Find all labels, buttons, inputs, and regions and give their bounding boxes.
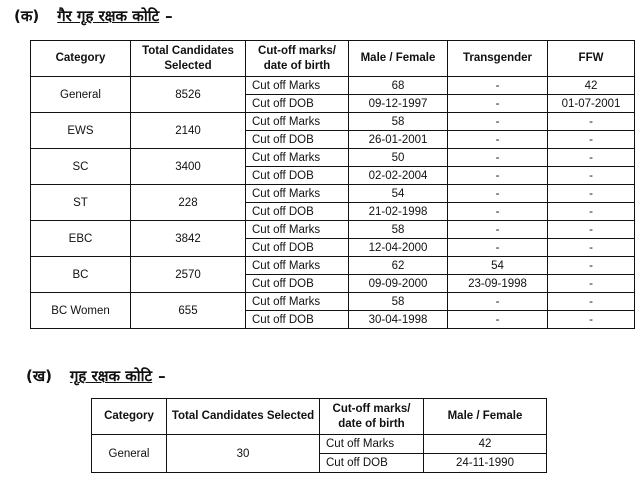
ffw-cell: - xyxy=(548,239,635,257)
total-selected-cell: 228 xyxy=(131,185,246,221)
category-cell: EBC xyxy=(31,221,131,257)
cutoff-type-cell: Cut off DOB xyxy=(246,203,349,221)
transgender-cell: - xyxy=(448,167,548,185)
cutoff-type-cell: Cut off Marks xyxy=(246,149,349,167)
category-cell: General xyxy=(92,435,167,473)
category-cell: ST xyxy=(31,185,131,221)
clipped-previous-text xyxy=(0,0,640,3)
section-b-title: गृह रक्षक कोटि xyxy=(69,367,153,385)
transgender-cell: 23-09-1998 xyxy=(448,275,548,293)
header-category: Category xyxy=(92,399,167,435)
cutoff-type-cell: Cut off Marks xyxy=(246,293,349,311)
transgender-cell: - xyxy=(448,77,548,95)
total-selected-cell: 3842 xyxy=(131,221,246,257)
section-b-heading xyxy=(26,366,166,386)
cutoff-type-cell: Cut off DOB xyxy=(320,454,424,473)
transgender-cell: - xyxy=(448,185,548,203)
total-selected-cell: 2140 xyxy=(131,113,246,149)
male-female-cell: 26-01-2001 xyxy=(349,131,448,149)
male-female-cell: 09-09-2000 xyxy=(349,275,448,293)
section-a-marker: (क) xyxy=(14,7,40,25)
male-female-cell: 21-02-1998 xyxy=(349,203,448,221)
male-female-cell: 30-04-1998 xyxy=(349,311,448,329)
total-selected-cell: 8526 xyxy=(131,77,246,113)
header-total-candidates: Total Candidates Selected xyxy=(131,41,246,77)
header-ffw: FFW xyxy=(548,41,635,77)
male-female-cell: 58 xyxy=(349,221,448,239)
ffw-cell: - xyxy=(548,293,635,311)
ffw-cell: - xyxy=(548,275,635,293)
cutoff-type-cell: Cut off DOB xyxy=(246,167,349,185)
table-row xyxy=(31,257,635,275)
transgender-cell: - xyxy=(448,239,548,257)
table-header-row xyxy=(92,399,547,435)
section-a-title: गैर गृह रक्षक कोटि xyxy=(57,7,160,25)
ffw-cell: - xyxy=(548,149,635,167)
male-female-cell: 24-11-1990 xyxy=(424,454,547,473)
header-transgender: Transgender xyxy=(448,41,548,77)
transgender-cell: - xyxy=(448,221,548,239)
cutoff-type-cell: Cut off DOB xyxy=(246,239,349,257)
cutoff-type-cell: Cut off DOB xyxy=(246,311,349,329)
header-cutoff: Cut-off marks/ date of birth xyxy=(320,399,424,435)
ffw-cell: - xyxy=(548,257,635,275)
male-female-cell: 68 xyxy=(349,77,448,95)
male-female-cell: 62 xyxy=(349,257,448,275)
transgender-cell: - xyxy=(448,203,548,221)
non-home-guard-cutoff-table xyxy=(30,40,635,329)
table-row xyxy=(31,113,635,131)
total-selected-cell: 2570 xyxy=(131,257,246,293)
table-row xyxy=(31,221,635,239)
category-cell: EWS xyxy=(31,113,131,149)
male-female-cell: 58 xyxy=(349,293,448,311)
cutoff-type-cell: Cut off DOB xyxy=(246,131,349,149)
header-total-candidates: Total Candidates Selected xyxy=(167,399,320,435)
table-row xyxy=(31,293,635,311)
ffw-cell: 42 xyxy=(548,77,635,95)
table-row xyxy=(31,185,635,203)
male-female-cell: 12-04-2000 xyxy=(349,239,448,257)
section-b-dash: – xyxy=(158,367,166,385)
ffw-cell: - xyxy=(548,311,635,329)
cutoff-type-cell: Cut off Marks xyxy=(320,435,424,454)
cutoff-type-cell: Cut off Marks xyxy=(246,221,349,239)
cutoff-type-cell: Cut off Marks xyxy=(246,113,349,131)
cutoff-type-cell: Cut off Marks xyxy=(246,185,349,203)
male-female-cell: 09-12-1997 xyxy=(349,95,448,113)
header-category: Category xyxy=(31,41,131,77)
transgender-cell: - xyxy=(448,149,548,167)
ffw-cell: - xyxy=(548,113,635,131)
table-header-row xyxy=(31,41,635,77)
header-male-female: Male / Female xyxy=(424,399,547,435)
cutoff-type-cell: Cut off Marks xyxy=(246,77,349,95)
transgender-cell: - xyxy=(448,95,548,113)
transgender-cell: - xyxy=(448,311,548,329)
category-cell: BC xyxy=(31,257,131,293)
cutoff-type-cell: Cut off DOB xyxy=(246,95,349,113)
section-a-heading xyxy=(14,6,173,26)
male-female-cell: 54 xyxy=(349,185,448,203)
ffw-cell: 01-07-2001 xyxy=(548,95,635,113)
table-row xyxy=(92,435,547,454)
table-row xyxy=(31,77,635,95)
male-female-cell: 50 xyxy=(349,149,448,167)
transgender-cell: - xyxy=(448,113,548,131)
total-selected-cell: 3400 xyxy=(131,149,246,185)
home-guard-cutoff-table xyxy=(91,398,547,473)
male-female-cell: 42 xyxy=(424,435,547,454)
header-cutoff: Cut-off marks/ date of birth xyxy=(246,41,349,77)
cutoff-type-cell: Cut off DOB xyxy=(246,275,349,293)
section-b-marker: (ख) xyxy=(26,367,52,385)
category-cell: General xyxy=(31,77,131,113)
transgender-cell: - xyxy=(448,131,548,149)
transgender-cell: 54 xyxy=(448,257,548,275)
ffw-cell: - xyxy=(548,221,635,239)
category-cell: BC Women xyxy=(31,293,131,329)
ffw-cell: - xyxy=(548,203,635,221)
total-selected-cell: 655 xyxy=(131,293,246,329)
table-row xyxy=(31,149,635,167)
section-a-dash: – xyxy=(165,7,173,25)
total-selected-cell: 30 xyxy=(167,435,320,473)
male-female-cell: 02-02-2004 xyxy=(349,167,448,185)
transgender-cell: - xyxy=(448,293,548,311)
category-cell: SC xyxy=(31,149,131,185)
header-male-female: Male / Female xyxy=(349,41,448,77)
ffw-cell: - xyxy=(548,167,635,185)
cutoff-type-cell: Cut off Marks xyxy=(246,257,349,275)
ffw-cell: - xyxy=(548,131,635,149)
male-female-cell: 58 xyxy=(349,113,448,131)
ffw-cell: - xyxy=(548,185,635,203)
